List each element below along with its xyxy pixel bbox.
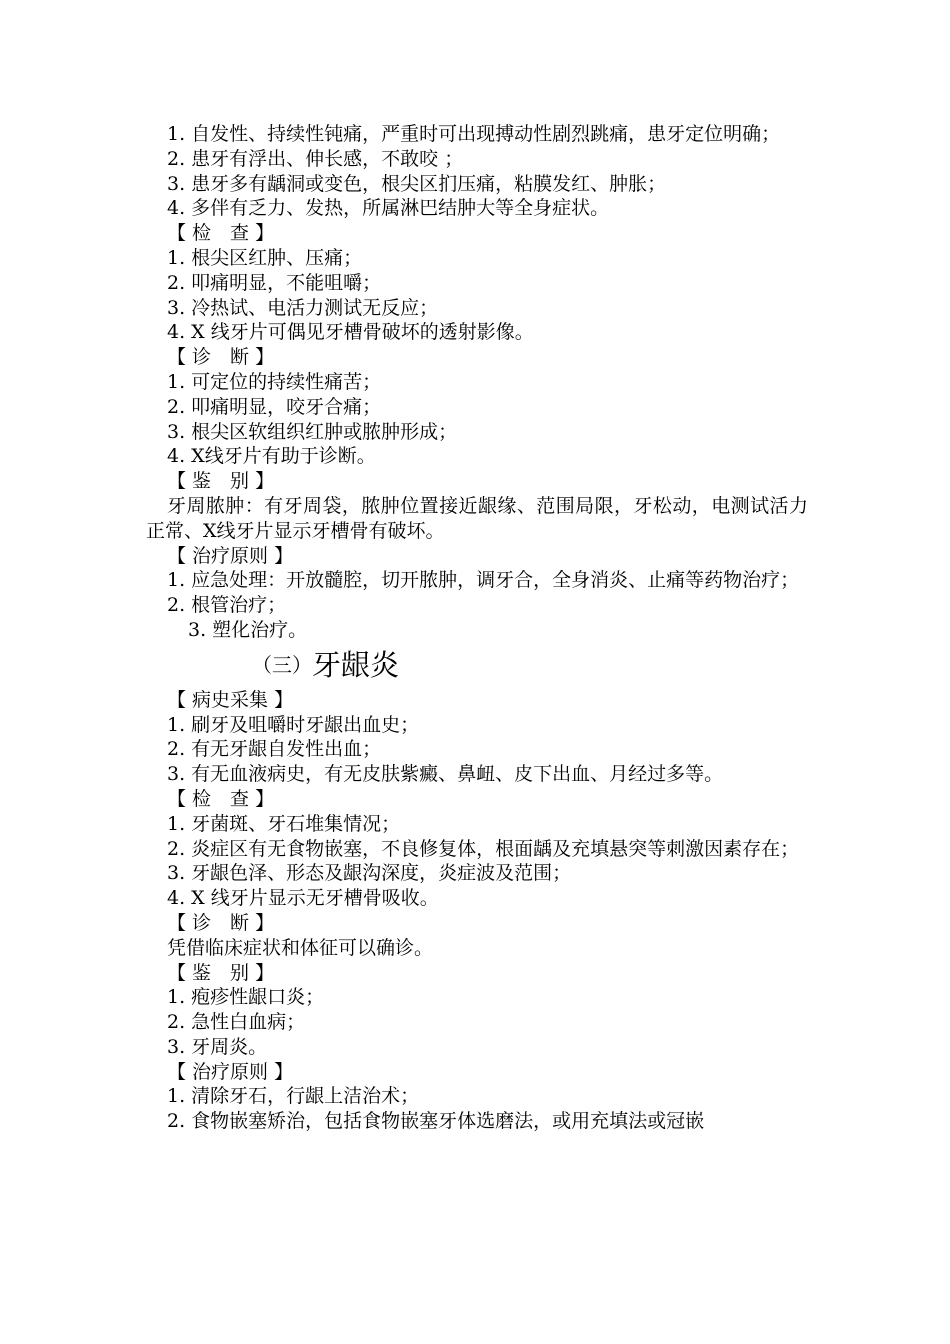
diagnosis-item-2: 2. 叩痛明显，咬牙合痛； — [167, 395, 382, 418]
gingivitis-diagnosis-text: 凭借临床症状和体征可以确诊。 — [167, 936, 434, 959]
symptom-item-3: 3. 患牙多有龋洞或变色，根尖区扪压痛，粘膜发红、肿胀； — [167, 172, 667, 195]
gingivitis-differential-item-2: 2. 急性白血病； — [167, 1011, 306, 1034]
exam-item-4: 4. X 线牙片可偶见牙槽骨破坏的透射影像。 — [167, 321, 534, 344]
treatment-section-title: 【 治疗原则 】 — [167, 544, 294, 567]
history-item-2: 2. 有无牙龈自发性出血； — [167, 738, 382, 761]
gingivitis-exam-item-2: 2. 炎症区有无食物嵌塞，不良修复体，根面龋及充填悬突等刺激因素存在； — [167, 837, 800, 860]
gingivitis-differential-item-3: 3. 牙周炎。 — [167, 1035, 268, 1058]
symptom-item-4: 4. 多伴有乏力、发热，所属淋巴结肿大等全身症状。 — [167, 197, 610, 220]
history-item-3: 3. 有无血液病史，有无皮肤紫癜、鼻衄、皮下出血、月经过多等。 — [167, 763, 724, 786]
treatment-item-2: 2. 根管治疗； — [167, 594, 287, 617]
differential-text: 牙周脓肿：有牙周袋，脓肿位置接近龈缘、范围局限，牙松动，电测试活力正常、X线牙片显示牙槽骨有破坏。 — [146, 494, 808, 542]
gingivitis-treatment-item-1: 1. 清除牙石，行龈上洁治术； — [167, 1085, 420, 1108]
diagnosis-section-title: 【 诊 断 】 — [167, 346, 275, 369]
diagnosis-item-3: 3. 根尖区软组织红肿或脓肿形成； — [167, 420, 458, 443]
section-number: （三） — [252, 652, 312, 677]
differential-section-title: 【 鉴 别 】 — [167, 470, 275, 493]
gingivitis-exam-title: 【 检 查 】 — [167, 787, 275, 810]
diagnosis-item-1: 1. 可定位的持续性痛苦； — [167, 370, 382, 393]
treatment-item-3: 3. 塑化治疗。 — [188, 618, 308, 641]
exam-section-title: 【 检 查 】 — [167, 222, 275, 245]
gingivitis-exam-item-4: 4. X 线牙片显示无牙槽骨吸收。 — [167, 887, 439, 910]
history-item-1: 1. 刷牙及咀嚼时牙龈出血史； — [167, 713, 420, 736]
history-section-title: 【 病史采集 】 — [167, 688, 294, 711]
gingivitis-differential-title: 【 鉴 别 】 — [167, 961, 275, 984]
section-heading — [146, 649, 808, 680]
gingivitis-diagnosis-title: 【 诊 断 】 — [167, 911, 275, 934]
gingivitis-exam-item-3: 3. 牙龈色泽、形态及龈沟深度，炎症波及范围； — [167, 862, 572, 885]
gingivitis-differential-item-1: 1. 疱疹性龈口炎； — [167, 986, 325, 1009]
section-title: 牙龈炎 — [312, 647, 400, 682]
exam-item-2: 2. 叩痛明显，不能咀嚼； — [167, 271, 382, 294]
diagnosis-item-4: 4. X线牙片有助于诊断。 — [167, 445, 376, 468]
document-body — [146, 122, 808, 1134]
exam-item-3: 3. 冷热试、电活力测试无反应； — [167, 296, 439, 319]
gingivitis-exam-item-1: 1. 牙菌斑、牙石堆集情况； — [167, 812, 401, 835]
treatment-item-1: 1. 应急处理：开放髓腔，切开脓肿，调牙合，全身消炎、止痛等药物治疗； — [167, 569, 800, 592]
symptom-item-1: 1. 自发性、持续性钝痛，严重时可出现搏动性剧烈跳痛，患牙定位明确； — [167, 123, 781, 145]
gingivitis-treatment-title: 【 治疗原则 】 — [167, 1060, 294, 1083]
exam-item-1: 1. 根尖区红肿、压痛； — [167, 246, 363, 269]
gingivitis-treatment-item-2: 2. 食物嵌塞矫治，包括食物嵌塞牙体选磨法，或用充填法或冠嵌 — [167, 1110, 705, 1133]
symptom-item-2: 2. 患牙有浮出、伸长感，不敢咬 ； — [167, 147, 464, 170]
